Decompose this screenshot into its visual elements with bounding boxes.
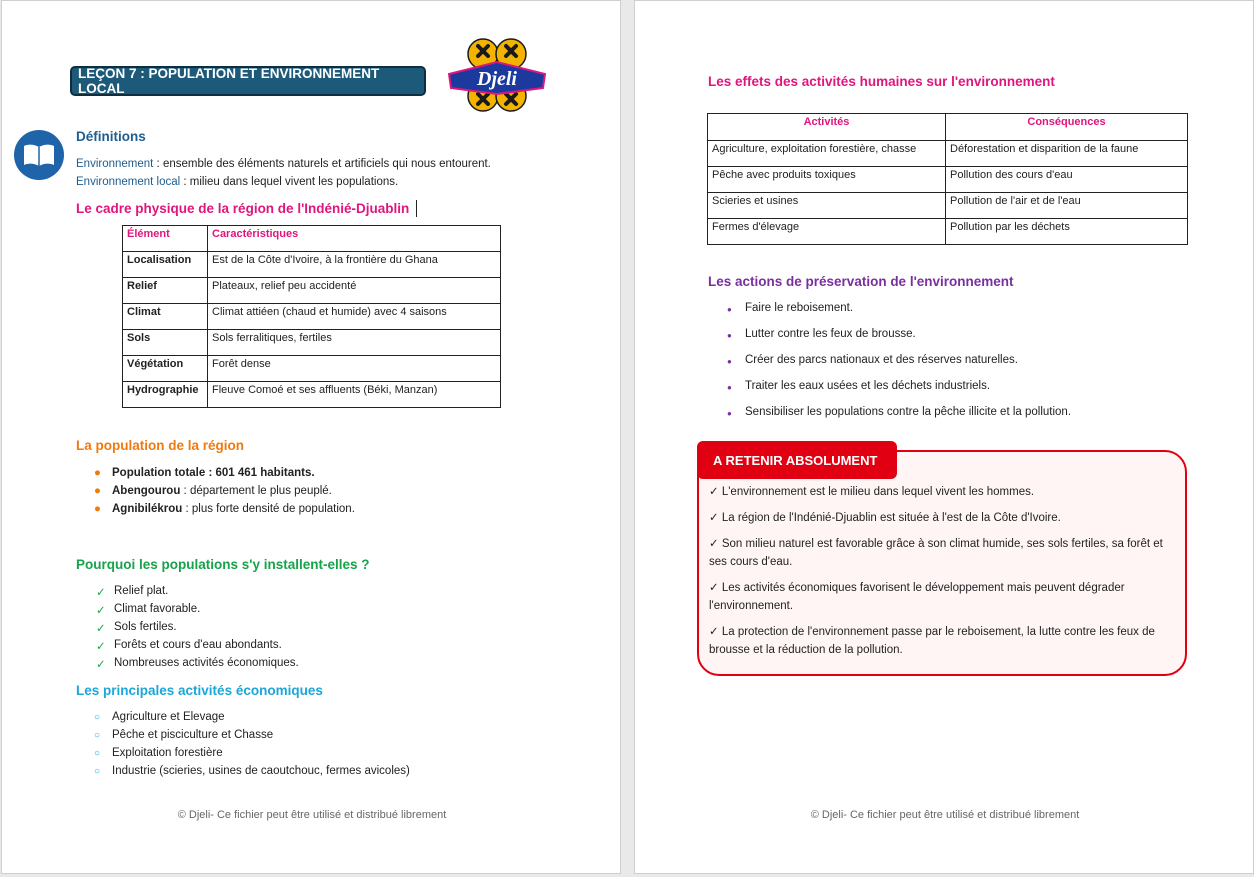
item-text: : département le plus peuplé. <box>180 485 332 497</box>
dot-icon: ● <box>727 357 732 366</box>
item-text: Traiter les eaux usées et les déchets industriels. <box>745 380 991 392</box>
list-item <box>727 406 1071 432</box>
why-list <box>96 585 299 675</box>
circle-bullet-icon: ○ <box>94 748 101 759</box>
table-cell: Forêt dense <box>208 356 501 382</box>
dot-icon: ● <box>727 305 732 314</box>
item-bold: Agnibilékrou <box>112 503 183 515</box>
item-text: Forêts et cours d'eau abondants. <box>114 639 282 651</box>
circle-bullet-icon: ○ <box>94 730 101 741</box>
retain-title: A RETENIR ABSOLUMENT <box>713 452 878 468</box>
item-text: Créer des parcs nationaux et des réserves naturelles. <box>745 354 1018 366</box>
table-cell: Pollution de l'air et de l'eau <box>946 193 1188 219</box>
list-item <box>94 729 410 747</box>
retain-item: ✓ Les activités économiques favorisent le développement mais peuvent dégrader l'environnement. <box>709 582 1125 612</box>
physical-frame-title: Le cadre physique de la région de l'Indénié-Djuablin <box>76 201 410 216</box>
check-icon: ✓ <box>96 605 106 617</box>
definition-text: : milieu dans lequel vivent les populations. <box>180 176 399 188</box>
dot-icon: ● <box>727 383 732 392</box>
list-item <box>94 711 410 729</box>
page-footer: © Djeli- Ce fichier peut être utilisé et distribué librement <box>177 809 447 821</box>
table-row <box>708 167 1188 193</box>
table-cell: Hydrographie <box>123 382 208 408</box>
item-text: Sols fertiles. <box>114 621 177 633</box>
page-footer: © Djeli- Ce fichier peut être utilisé et distribué librement <box>810 809 1080 821</box>
check-icon: ✓ <box>96 587 106 599</box>
population-title: La population de la région <box>76 438 245 453</box>
retain-item: ✓ La région de l'Indénié-Djuablin est située à l'est de la Côte d'Ivoire. <box>709 512 1061 524</box>
why-title: Pourquoi les populations s'y installent-elles ? <box>76 557 370 572</box>
table-header: Activités <box>708 114 946 141</box>
definitions-title: Définitions <box>76 129 146 144</box>
dot-icon: ● <box>94 485 101 497</box>
table-row <box>123 382 501 408</box>
item-text: Industrie (scieries, usines de caoutchouc, fermes avicoles) <box>112 765 410 777</box>
retain-item: ✓ L'environnement est le milieu dans lequel vivent les hommes. <box>709 486 1035 498</box>
table-cell: Scieries et usines <box>708 193 946 219</box>
table-row <box>123 356 501 382</box>
list-item <box>96 657 299 675</box>
retain-title-tab <box>697 441 897 479</box>
dot-icon: ● <box>727 331 732 340</box>
activities-title: Les principales activités économiques <box>76 683 323 698</box>
preservation-title: Les actions de préservation de l'environnement <box>708 274 1014 289</box>
definition-2 <box>76 176 398 188</box>
table-header: Caractéristiques <box>208 226 501 252</box>
item-text: Agriculture et Elevage <box>112 711 225 723</box>
table-cell: Sols <box>123 330 208 356</box>
lesson-title: LEÇON 7 : POPULATION ET ENVIRONNEMENT LOCAL <box>78 66 380 96</box>
effects-table <box>707 113 1188 245</box>
right-page <box>634 0 1254 874</box>
open-book-icon <box>14 130 64 180</box>
table-cell: Est de la Côte d'Ivoire, à la frontière du Ghana <box>208 252 501 278</box>
table-row <box>123 252 501 278</box>
table-row <box>708 141 1188 167</box>
item-bold: Population totale : 601 461 habitants. <box>112 467 315 479</box>
list-item <box>727 380 1071 406</box>
item-text: Pêche et pisciculture et Chasse <box>112 729 274 741</box>
circle-bullet-icon: ○ <box>94 766 101 777</box>
retain-item: ✓ La protection de l'environnement passe par le reboisement, la lutte contre les feux de brousse et la réduction de la pollution. <box>709 626 1155 656</box>
table-cell: Climat attiéen (chaud et humide) avec 4 saisons <box>208 304 501 330</box>
table-row <box>123 278 501 304</box>
item-text: Exploitation forestière <box>112 747 223 759</box>
table-row <box>708 193 1188 219</box>
preservation-list <box>727 302 1071 432</box>
list-item <box>96 603 299 621</box>
table-cell: Agriculture, exploitation forestière, chasse <box>708 141 946 167</box>
retain-item: ✓ Son milieu naturel est favorable grâce à son climat humide, ses sols fertiles, sa forêt et ses cours d'eau. <box>709 538 1163 568</box>
activities-list <box>94 711 410 783</box>
item-text: Sensibiliser les populations contre la pêche illicite et la pollution. <box>745 406 1072 418</box>
circle-bullet-icon: ○ <box>94 712 101 723</box>
table-cell: Localisation <box>123 252 208 278</box>
item-text: Lutter contre les feux de brousse. <box>745 328 916 340</box>
table-cell: Pollution des cours d'eau <box>946 167 1188 193</box>
table-cell: Pêche avec produits toxiques <box>708 167 946 193</box>
definition-term: Environnement local <box>76 176 181 188</box>
table-cell: Déforestation et disparition de la faune <box>946 141 1188 167</box>
table-row <box>708 219 1188 245</box>
table-cell: Relief <box>123 278 208 304</box>
item-bold: Abengourou <box>112 485 181 497</box>
list-item <box>94 765 410 783</box>
table-cell: Climat <box>123 304 208 330</box>
table-cell: Fermes d'élevage <box>708 219 946 245</box>
list-item <box>94 503 355 521</box>
definition-term: Environnement <box>76 158 154 170</box>
table-header: Élément <box>123 226 208 252</box>
left-page <box>1 0 621 874</box>
item-text: : plus forte densité de population. <box>182 503 355 515</box>
check-icon: ✓ <box>96 659 106 671</box>
list-item <box>96 639 299 657</box>
table-cell: Plateaux, relief peu accidenté <box>208 278 501 304</box>
logo-text: Djeli <box>477 68 517 90</box>
list-item <box>94 747 410 765</box>
check-icon: ✓ <box>96 641 106 653</box>
list-item <box>96 585 299 603</box>
physical-table <box>122 225 501 408</box>
effects-title: Les effets des activités humaines sur l'environnement <box>708 74 1055 89</box>
djeli-logo-graphic <box>447 34 547 118</box>
table-cell: Pollution par les déchets <box>946 219 1188 245</box>
population-list <box>94 467 355 521</box>
list-item <box>94 485 355 503</box>
definition-text: : ensemble des éléments naturels et artificiels qui nous entourent. <box>153 158 491 170</box>
list-item <box>727 354 1071 380</box>
list-item <box>727 328 1071 354</box>
list-item <box>727 302 1071 328</box>
table-header: Conséquences <box>946 114 1188 141</box>
lesson-title-banner <box>70 66 426 96</box>
dot-icon: ● <box>94 467 101 479</box>
dot-icon: ● <box>727 409 732 418</box>
table-row <box>123 330 501 356</box>
djeli-logo <box>447 34 547 118</box>
item-text: Climat favorable. <box>114 603 201 615</box>
text-cursor <box>416 200 417 217</box>
item-text: Relief plat. <box>114 585 169 597</box>
table-cell: Fleuve Comoé et ses affluents (Béki, Manzan) <box>208 382 501 408</box>
definition-1 <box>76 158 491 170</box>
item-text: Faire le reboisement. <box>745 302 854 314</box>
table-cell: Sols ferralitiques, fertiles <box>208 330 501 356</box>
list-item <box>96 621 299 639</box>
item-text: Nombreuses activités économiques. <box>114 657 299 669</box>
dot-icon: ● <box>94 503 101 515</box>
table-row <box>123 304 501 330</box>
table-cell: Végétation <box>123 356 208 382</box>
list-item <box>94 467 355 485</box>
check-icon: ✓ <box>96 623 106 635</box>
